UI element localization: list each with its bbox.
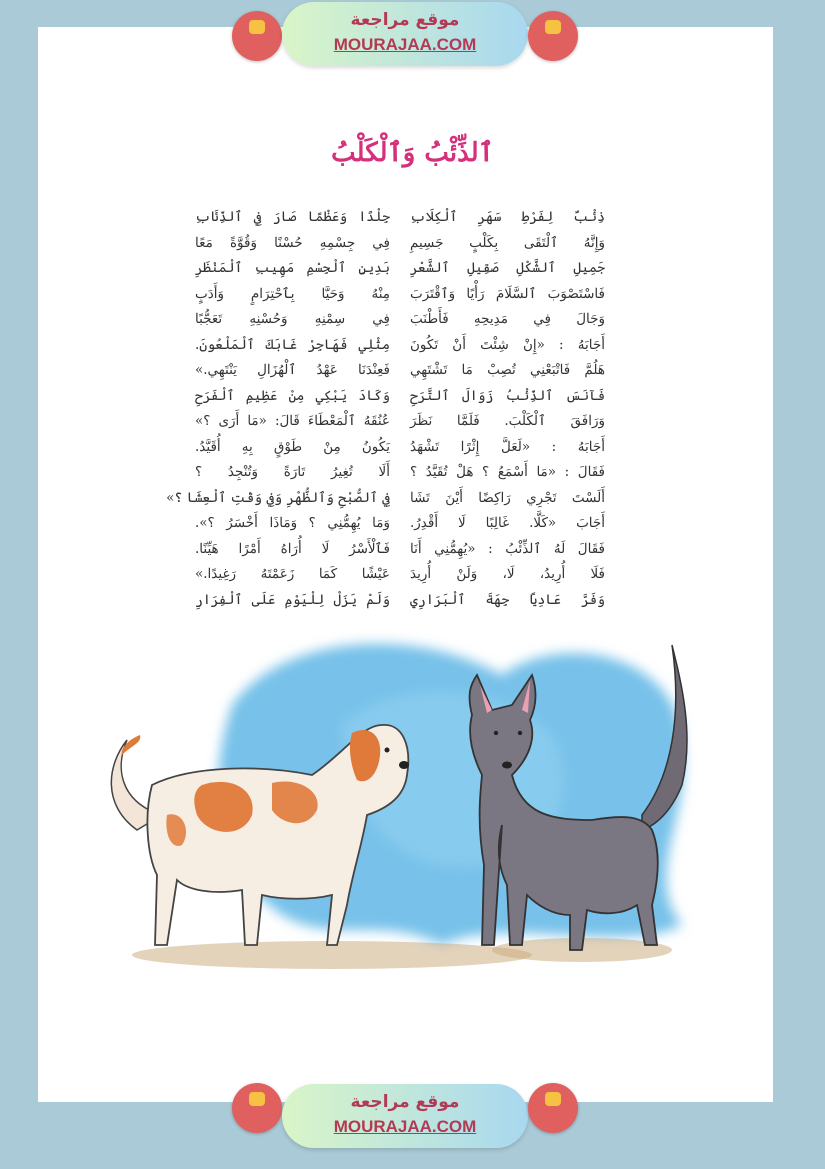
poem-hemistich-right: جَمِيلِ ٱلشَّكْلِ صَقِيلِ ٱلشَّعْرِ <box>410 260 605 276</box>
poem-hemistich-right: هَلُمَّ فَاتْبَعْنِي تُصِبْ مَا تَشْتَهِي <box>410 362 605 378</box>
poem-hemistich-right: فَآنَسَ ٱلذِّئْبُ زَوَالَ ٱلتَّرَحِ <box>410 387 605 404</box>
poem-hemistich-left: عَيْشًا كَمَا زَعَمْتَهُ رَغِيدًا.» <box>195 566 390 582</box>
poem-line <box>195 460 605 486</box>
poem-hemistich-left: عُنُقَهُ ٱلْمَعْطَاءَ قَالَ: «مَا أَرَى ؟» <box>195 413 390 429</box>
poem-hemistich-right: أَلَسْتَ تَجْرِي رَاكِضًا أَيْنَ تَشَا <box>410 489 605 506</box>
logo-icon <box>545 1092 561 1106</box>
poem-line <box>195 384 605 410</box>
logo-icon <box>545 20 561 34</box>
site-logo-left-top[interactable] <box>232 11 282 61</box>
poem-line <box>195 282 605 308</box>
poem-hemistich-left: أَلَا تُغِيرُ تَارَةً وَتُنْجِدُ ؟ <box>195 464 390 480</box>
poem-line <box>195 435 605 461</box>
poem-hemistich-left: فِي جِسْمِهِ حُسْنًا وَقُوَّةً مَعًا <box>195 234 390 251</box>
poem-hemistich-left: وَمَا يُهِمُّنِي ؟ وَمَاذَا أَخْسَرُ ؟». <box>195 515 390 531</box>
poem-hemistich-left: وَلَمْ يَزَلْ لِلْيَوْمِ عَلَى ٱلْفِرَارِ <box>195 591 390 608</box>
poem-hemistich-left: بَدِينِ ٱلْجِسْمِ مَهِيبِ ٱلْمَنْظَرِ <box>195 260 390 276</box>
logo-icon <box>249 20 265 34</box>
poem-hemistich-right: وَجَالَ فِي مَدِيحِهِ فَأَطْنَبَ <box>410 311 605 327</box>
poem-hemistich-left: مِثْلِي فَهَاجِرْ غَابَكَ ٱلْمَلْعُونَ. <box>195 336 390 353</box>
site-banner-bottom[interactable] <box>282 1084 528 1148</box>
poem-hemistich-right: أَجَابَهُ : «إِنْ شِئْتَ أَنْ تَكُونَ <box>410 336 605 353</box>
poem-hemistich-right: وَرَافَقَ ٱلْكَلْبَ. فَلَمَّا نَظَرَ <box>410 413 605 429</box>
poem-line <box>166 486 605 512</box>
poem-hemistich-right: فَقَالَ : «مَا أَسْمَعُ ؟ هَلْ تُقَيَّدُ ؟ <box>410 464 605 480</box>
poem-hemistich-left: فَعِنْدَنَا عَهْدُ ٱلْهُزَالِ يَنْتَهِي.» <box>195 362 390 378</box>
wolf-and-dog-illustration <box>82 615 700 1030</box>
poem-line <box>195 333 605 359</box>
poem-hemistich-left: مِنْهُ وَحَيَّا بِٱحْتِرَامٍ وَأَدَبٍ <box>195 285 390 302</box>
poem-hemistich-right: أَجَابَهُ : «لَعَلَّ إِثْرًا تَشْهَدُ <box>410 438 605 455</box>
poem-line <box>195 358 605 384</box>
poem-line <box>195 511 605 537</box>
poem-line <box>195 562 605 588</box>
banner-site-link[interactable]: MOURAJAA.COM <box>333 1117 477 1136</box>
poem-line <box>195 307 605 333</box>
poem-line <box>195 537 605 563</box>
poem-hemistich-left: فِي ٱلصُّبْحِ وَٱلظُّهْرِ وَفِي وَقْتِ ٱلْعِشَا ؟» <box>166 489 390 506</box>
banner-arabic-text: موقع مراجعة <box>350 1092 460 1112</box>
poem-line <box>195 409 605 435</box>
poem-body <box>166 205 605 613</box>
site-logo-right-top[interactable] <box>528 11 578 61</box>
poem-line <box>195 205 605 231</box>
poem-line <box>195 256 605 282</box>
logo-icon <box>249 1092 265 1106</box>
poem-hemistich-right: ذِئْبٌ لِفَرْطِ سَهَرِ ٱلْكِلَابِ <box>410 209 605 225</box>
poem-hemistich-right: أَجَابَ «كَلَّا. غَالِبًا لَا أَقْدِرُ. <box>410 515 605 531</box>
banner-site-link[interactable]: MOURAJAA.COM <box>333 35 477 54</box>
story-title: ٱلذِّئْبُ وَٱلْكَلْبُ <box>331 138 494 168</box>
poem-hemistich-right: فَقَالَ لَهُ ٱلذِّئْبُ : «يُهِمُّنِي أَنَا <box>410 540 605 557</box>
poem-line <box>195 588 605 614</box>
poem-hemistich-left: فَٱلْأَسْرُ لَا أُرَاهُ أَمْرًا هَيِّنًا. <box>195 540 390 557</box>
site-logo-right-bottom[interactable] <box>528 1083 578 1133</box>
site-banner-top[interactable] <box>282 2 528 66</box>
site-logo-left-bottom[interactable] <box>232 1083 282 1133</box>
poem-hemistich-right: وَفَرَّ عَادِيًا جِهَةَ ٱلْبَرَارِي <box>410 591 605 608</box>
poem-hemistich-right: فَاسْتَصْوَبَ ٱلسَّلَامَ رَأْيًا وَٱقْتَرَبَ <box>410 285 605 302</box>
poem-line <box>195 231 605 257</box>
poem-hemistich-left: يَكُونُ مِنْ طَوْقٍ بِهِ أُقَيَّدُ. <box>195 438 390 455</box>
poem-hemistich-left: فِي سِمْنِهِ وَحُسْنِهِ تَعَجُّبًا <box>195 311 390 327</box>
ground-shadow <box>132 938 672 969</box>
banner-arabic-text: موقع مراجعة <box>350 10 460 30</box>
poem-hemistich-right: وَإِنَّهُ ٱلْتَقَى بِكَلْبٍ جَسِيمِ <box>410 234 605 251</box>
poem-hemistich-left: وَكَادَ يَبْكِي مِنْ عَظِيمِ ٱلْفَرَحِ <box>195 387 390 404</box>
poem-hemistich-right: فَلَا أُرِيدُ، لَا، وَلَنْ أُرِيدَ <box>410 566 605 582</box>
poem-hemistich-left: جِلْدًا وَعَظْمًا صَارَ فِي ٱلذِّئَابِ <box>195 209 390 225</box>
